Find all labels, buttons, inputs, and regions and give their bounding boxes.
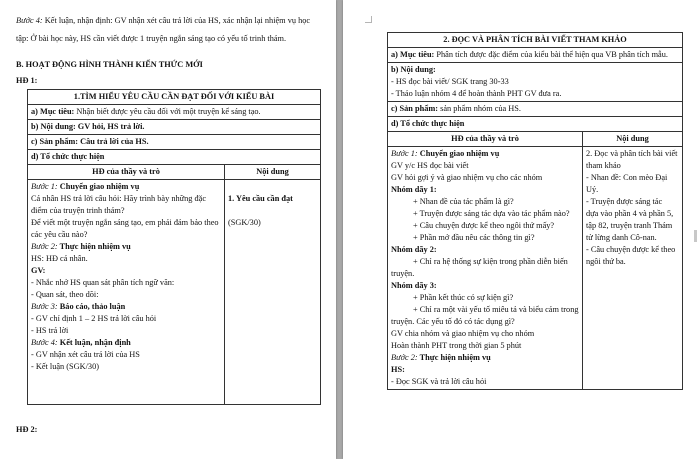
text-line: HS: — [391, 365, 405, 374]
text-line: + Truyện được sáng tác dựa vào tác phẩm nào? — [413, 209, 570, 218]
text-line: - GV chỉ định 1 – 2 HS trả lời câu hỏi — [31, 314, 157, 323]
text-line: tập 82, truyện tranh Thám — [586, 221, 673, 230]
text-line: - GV nhận xét câu trả lời của HS — [31, 350, 140, 359]
objective-text: Nhận biết được yêu cầu đối với một truyện kể sáng tạo. — [74, 107, 261, 116]
activity-cell — [28, 180, 225, 405]
text-line: truyện. — [391, 269, 415, 278]
product-row — [388, 102, 683, 117]
text-line: dựa vào phần 4 và phần 5, — [586, 209, 674, 218]
text-line: ngôi thứ ba. — [586, 257, 626, 266]
text-line: + Phần mở đầu nêu các thông tin gì? — [413, 233, 535, 242]
group-label: Nhóm dãy 2: — [391, 245, 437, 254]
scrollbar-thumb[interactable] — [694, 230, 697, 242]
product-text: Câu trả lời của HS. — [78, 137, 149, 146]
objective-label: a) Mục tiêu: — [391, 50, 435, 59]
text-line: - Nhắc nhở HS quan sát phân tích ngữ văn: — [31, 278, 175, 287]
text-line: truyện. Các yếu tố đó có tác dụng gì? — [391, 317, 515, 326]
activity-1-table — [27, 89, 321, 405]
document-page-left — [0, 0, 336, 459]
table-title: 1.TÌM HIỂU YÊU CẦU CẦN ĐẠT ĐỐI VỚI KIỂU BÀI — [28, 90, 321, 105]
activity-cell — [388, 147, 583, 390]
text-line: - Thảo luận nhóm 4 để hoàn thành PHT GV đưa ra. — [391, 89, 562, 98]
text-line: Uý. — [586, 185, 599, 194]
activity-2-label: HĐ 2: — [16, 425, 38, 434]
text-line: GV hỏi gợi ý và giao nhiệm vụ cho các nhóm — [391, 173, 543, 182]
step-label: Bước 3: — [31, 302, 58, 311]
content-cell — [225, 180, 321, 405]
intro-text: Kết luận, nhận định: GV nhận xét câu trả lời của HS, xác nhận lại nhiệm vụ học — [42, 16, 311, 25]
step-title: Thực hiện nhiệm vụ — [57, 242, 131, 251]
product-label: c) Sản phẩm: — [391, 104, 439, 113]
step-label: Bước 1: — [31, 182, 58, 191]
organization-row: d) Tổ chức thực hiện — [28, 150, 321, 165]
text-line: + Nhan đề của tác phẩm là gì? — [413, 197, 514, 206]
activity-1-label: HĐ 1: — [16, 76, 38, 85]
step-title: Chuyển giao nhiệm vụ — [417, 149, 500, 158]
objective-row — [388, 48, 683, 63]
text-line: + Chỉ ra một vài yếu tố miêu tả và biểu cảm trong — [413, 305, 579, 314]
column-header-content: Nội dung — [583, 132, 683, 147]
text-line: HS: HĐ cá nhân. — [31, 254, 88, 263]
text-line: - Quan sát, theo dõi: — [31, 290, 99, 299]
step-label: Bước 2: — [391, 353, 418, 362]
step-title: Kết luận, nhận định — [57, 338, 131, 347]
text-line: + Chỉ ra hệ thống sự kiện trong phần diễn biến — [413, 257, 568, 266]
product-label: c) Sản phẩm: — [31, 137, 79, 146]
content-text: GV hỏi, HS trả lời. — [75, 122, 145, 131]
column-header-content: Nội dung — [225, 165, 321, 180]
step-title: Chuyển giao nhiệm vụ — [57, 182, 140, 191]
step-label: Bước 4: — [31, 338, 58, 347]
step-title: Báo cáo, thảo luận — [57, 302, 126, 311]
text-line: tử lừng danh Cô-nan. — [586, 233, 657, 242]
text-line: GV: — [31, 266, 46, 275]
text-line: + Câu chuyện được kể theo ngôi thứ mấy? — [413, 221, 555, 230]
text-line: - Câu chuyện được kể theo — [586, 245, 676, 254]
text-line: tham khảo — [586, 161, 621, 170]
step-label: Bước 4: — [16, 16, 43, 25]
text-line: GV chia nhóm và giao nhiệm vụ cho nhóm — [391, 329, 535, 338]
objective-row — [28, 105, 321, 120]
document-page-right — [343, 0, 700, 459]
text-line: - Kết luận (SGK/30) — [31, 362, 99, 371]
text-line: Để viết một truyện ngắn sáng tạo, em phải đảm bảo theo — [31, 218, 219, 227]
text-line: các yêu cầu nào? — [31, 230, 88, 239]
intro-line-2: tập: Ở bài học này, HS cần viết được 1 truyện ngắn sáng tạo có yếu tố trinh thám. — [16, 34, 287, 43]
intro-line-1 — [16, 15, 310, 27]
text-line: (SGK/30) — [228, 218, 261, 227]
text-line: điểm của truyện trinh thám? — [31, 206, 125, 215]
section-heading: B. HOẠT ĐỘNG HÌNH THÀNH KIẾN THỨC MỚI — [16, 60, 203, 69]
table-title: 2. ĐỌC VÀ PHÂN TÍCH BÀI VIẾT THAM KHẢO — [388, 33, 683, 48]
group-label: Nhóm dãy 1: — [391, 185, 437, 194]
group-label: Nhóm dãy 3: — [391, 281, 437, 290]
activity-2-table — [387, 32, 683, 390]
content-row — [388, 63, 683, 102]
text-line: - HS đọc bài viết/ SGK trang 30-33 — [391, 77, 509, 86]
text-line: - Nhan đề: Con mèo Đại — [586, 173, 668, 182]
text-line: 2. Đọc và phân tích bài viết — [586, 149, 678, 158]
product-row — [28, 135, 321, 150]
text-line: - HS trả lời — [31, 326, 69, 335]
text-line: + Phần kết thúc có sự kiện gì? — [413, 293, 514, 302]
organization-row: d) Tổ chức thực hiện — [388, 117, 683, 132]
step-label: Bước 1: — [391, 149, 418, 158]
step-title: Thực hiện nhiệm vụ — [417, 353, 491, 362]
column-header-activity: HĐ của thầy và trò — [388, 132, 583, 147]
text-line: Cá nhân HS trả lời câu hỏi: Hãy trình bày những đặc — [31, 194, 207, 203]
text-line: 1. Yêu cầu cần đạt — [228, 194, 293, 203]
text-line: Hoàn thành PHT trong thời gian 5 phút — [391, 341, 522, 350]
content-cell — [583, 147, 683, 390]
text-line: GV y/c HS đọc bài viết — [391, 161, 469, 170]
text-line: - Truyện được sáng tác — [586, 197, 663, 206]
column-header-activity: HĐ của thầy và trò — [28, 165, 225, 180]
content-label: b) Nội dung: — [391, 65, 436, 74]
text-line: - Đọc SGK và trả lời câu hỏi — [391, 377, 487, 386]
objective-text: Phân tích được đặc điểm của kiểu bài thể hiện qua VB phân tích mẫu. — [434, 50, 668, 59]
objective-label: a) Mục tiêu: — [31, 107, 75, 116]
product-text: sản phẩm nhóm của HS. — [438, 104, 521, 113]
step-label: Bước 2: — [31, 242, 58, 251]
content-label: b) Nội dung: — [31, 122, 76, 131]
margin-corner-mark — [365, 16, 372, 23]
content-row — [28, 120, 321, 135]
